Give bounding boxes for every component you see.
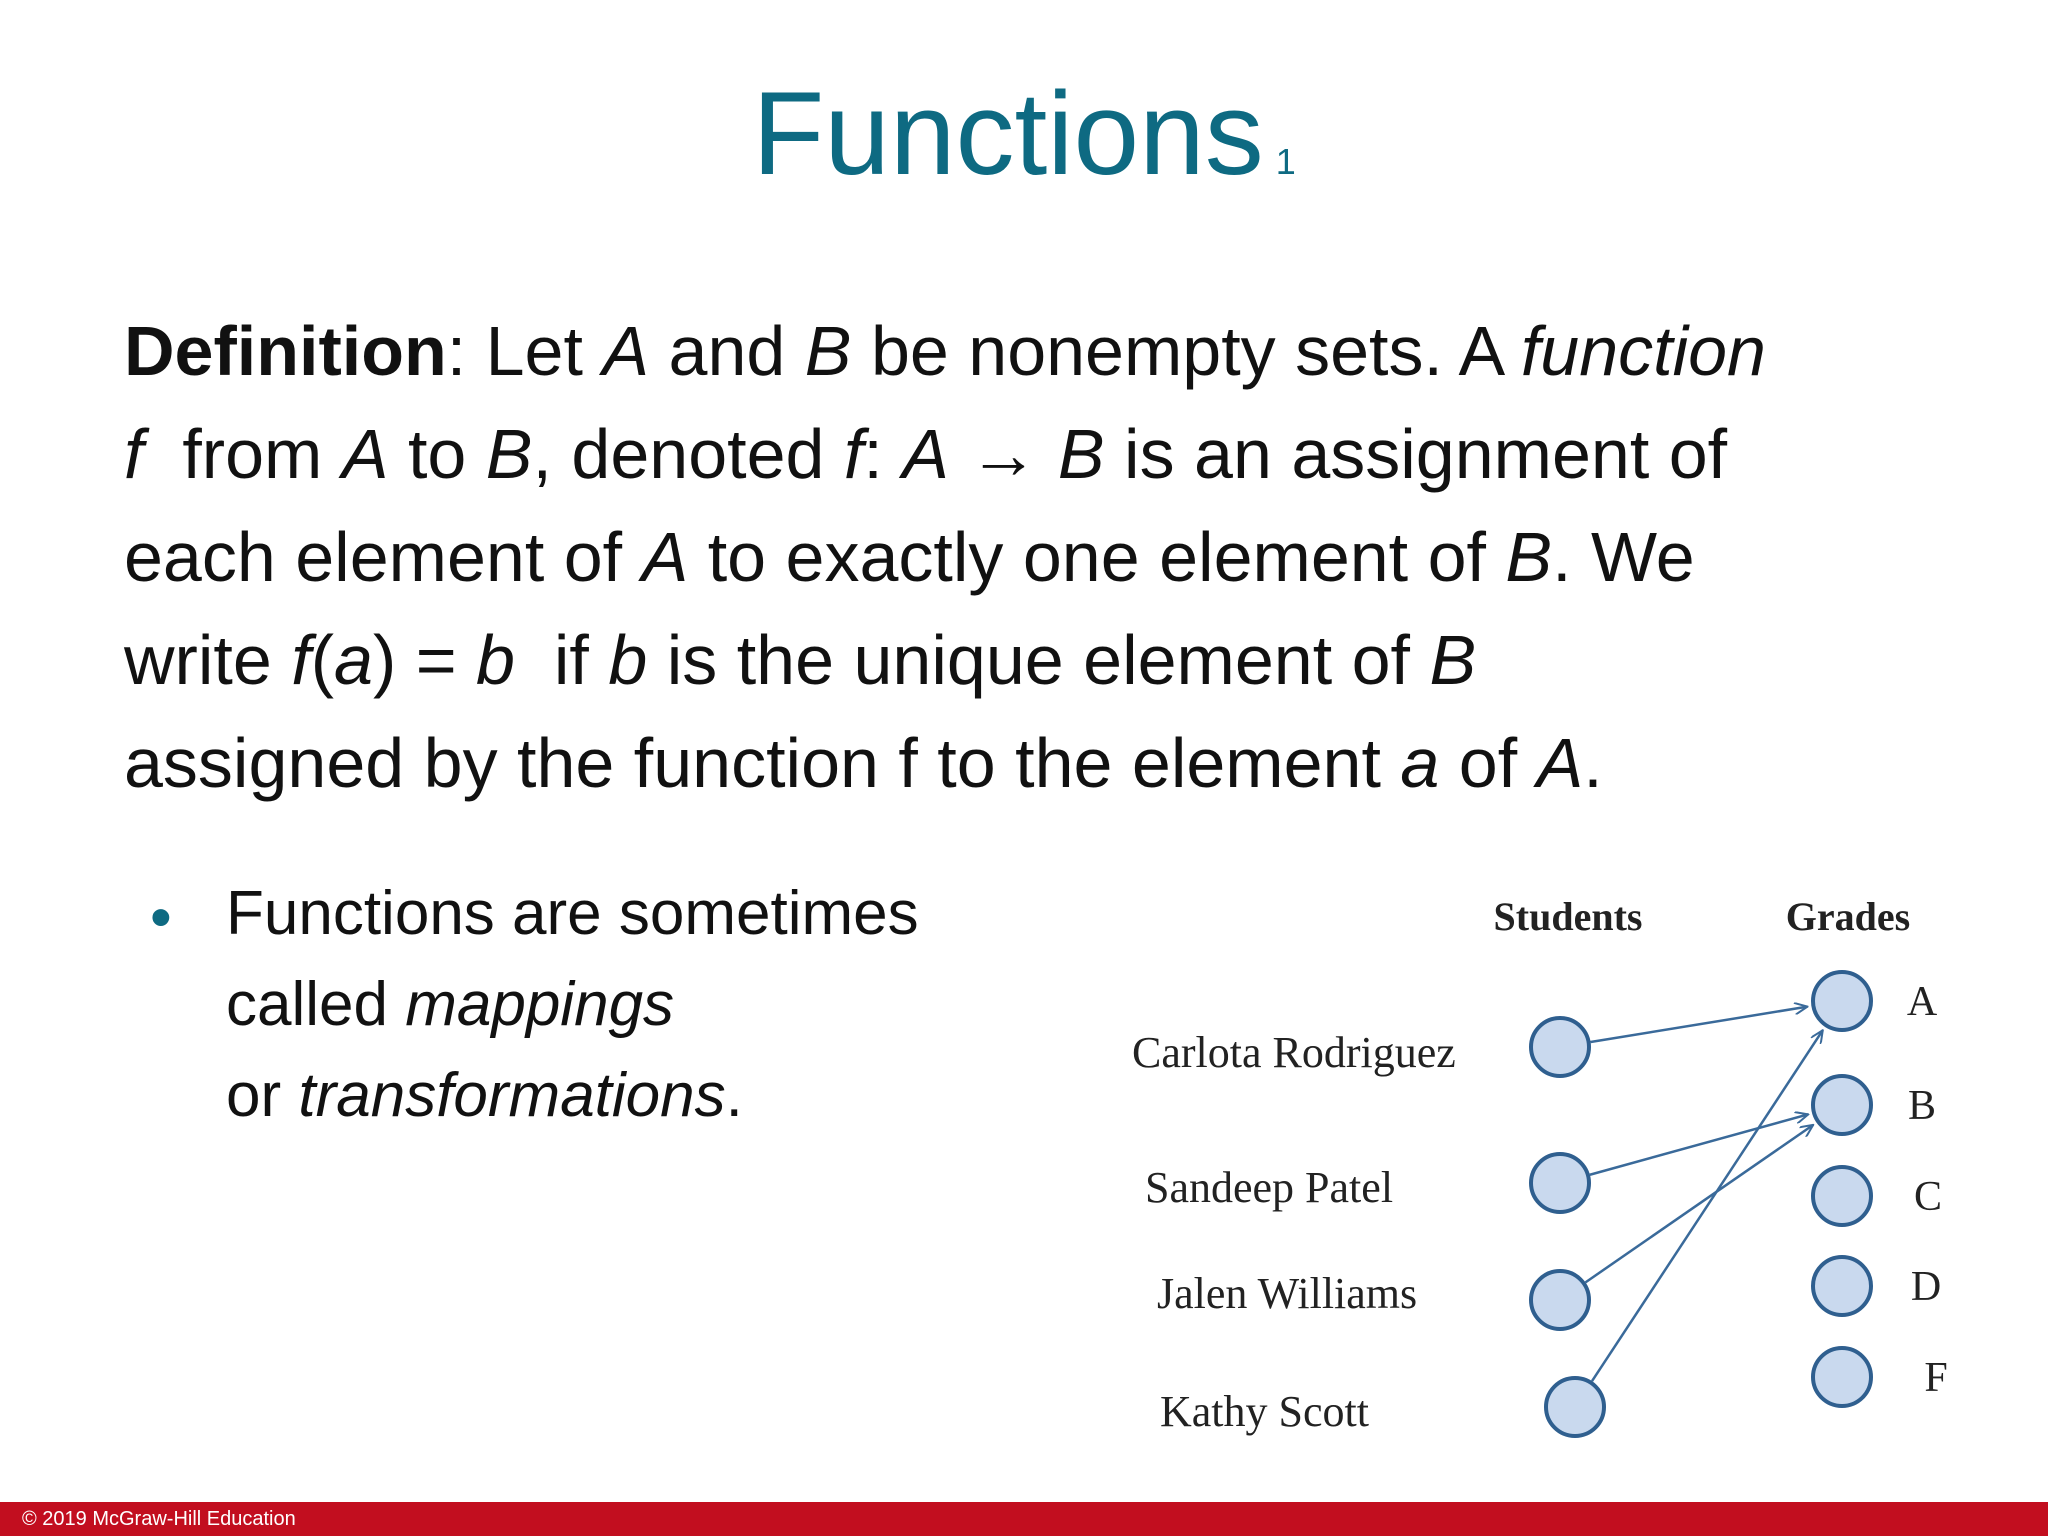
def-text: . We (1552, 518, 1695, 596)
copyright-text: © 2019 McGraw-Hill Education (22, 1508, 296, 1530)
def-var: B (485, 415, 533, 493)
def-var: B (1505, 518, 1553, 596)
def-var: a (1400, 724, 1440, 802)
grade-label: F (1924, 1355, 1948, 1401)
grades-header: Grades (1785, 894, 1911, 939)
bullet-line: . (725, 1061, 743, 1130)
grade-label: D (1910, 1264, 1942, 1310)
student-node (1531, 1154, 1589, 1212)
grade-label: A (1906, 979, 1938, 1025)
def-var: b (608, 621, 648, 699)
arrow-symbol: → (948, 415, 1058, 493)
students-header: Students (1493, 894, 1643, 939)
def-text: : Let (446, 312, 603, 390)
def-text: from (143, 415, 342, 493)
def-var: f (291, 621, 311, 699)
def-text: to exactly one element of (688, 518, 1506, 596)
def-text: if (514, 621, 609, 699)
def-text: each element of (124, 518, 642, 596)
student-label: Sandeep Patel (1145, 1163, 1394, 1212)
bullet-marker: • (150, 883, 172, 952)
student-node (1531, 1271, 1589, 1329)
grade-node (1813, 1348, 1871, 1406)
bullet-term: mappings (405, 970, 675, 1039)
def-text: is the unique element of (647, 621, 1430, 699)
bullet-item (226, 868, 919, 1141)
def-text: write (124, 621, 292, 699)
def-text: assigned by the function f to the element (124, 724, 1401, 802)
def-term: function (1520, 312, 1766, 390)
def-var: a (334, 621, 373, 699)
grade-node (1813, 1167, 1871, 1225)
def-var: A (1536, 724, 1584, 802)
def-text: and (649, 312, 805, 390)
grade-label: C (1913, 1174, 1943, 1220)
slide-title (0, 70, 2048, 200)
title-number: 1 (1275, 141, 1296, 182)
def-text: of (1439, 724, 1537, 802)
def-var: A (602, 312, 650, 390)
bullet-line: Functions are sometimes (226, 879, 919, 948)
def-var: f (843, 415, 864, 493)
student-label: Kathy Scott (1160, 1387, 1369, 1436)
def-var: b (476, 621, 515, 699)
def-var: B (1429, 621, 1477, 699)
def-var: B (804, 312, 852, 390)
def-text: , denoted (532, 415, 844, 493)
definition-paragraph (124, 300, 1964, 815)
def-var: B (1057, 415, 1105, 493)
def-text: ) = (372, 621, 477, 699)
mapping-arrow (1590, 1114, 1808, 1174)
grade-node (1813, 1257, 1871, 1315)
student-node (1531, 1018, 1589, 1076)
mapping-diagram (1100, 880, 1960, 1460)
grade-node (1813, 972, 1871, 1030)
student-node (1546, 1378, 1604, 1436)
grade-label: B (1907, 1083, 1937, 1129)
def-text: is an assignment of (1104, 415, 1728, 493)
def-text: to (388, 415, 486, 493)
definition-label: Definition (124, 312, 447, 390)
def-text: : (863, 415, 903, 493)
bullet-line: called (226, 970, 406, 1039)
bullet-line: or (226, 1061, 299, 1130)
def-var: A (902, 415, 949, 493)
mapping-arrow (1592, 1030, 1823, 1381)
mapping-arrow (1591, 1007, 1808, 1042)
student-label: Carlota Rodriguez (1132, 1028, 1456, 1077)
def-var: A (341, 415, 389, 493)
bullet-term: transformations (298, 1061, 726, 1130)
title-text: Functions (752, 68, 1264, 200)
grade-node (1813, 1076, 1871, 1134)
def-text: ( (310, 621, 335, 699)
mapping-arrow (1585, 1125, 1813, 1282)
def-text: be nonempty sets. A (851, 312, 1521, 390)
def-text: . (1583, 724, 1603, 802)
student-label: Jalen Williams (1157, 1269, 1418, 1318)
def-var: A (641, 518, 689, 596)
def-var: f (124, 415, 144, 493)
footer-bar (0, 1502, 2048, 1536)
